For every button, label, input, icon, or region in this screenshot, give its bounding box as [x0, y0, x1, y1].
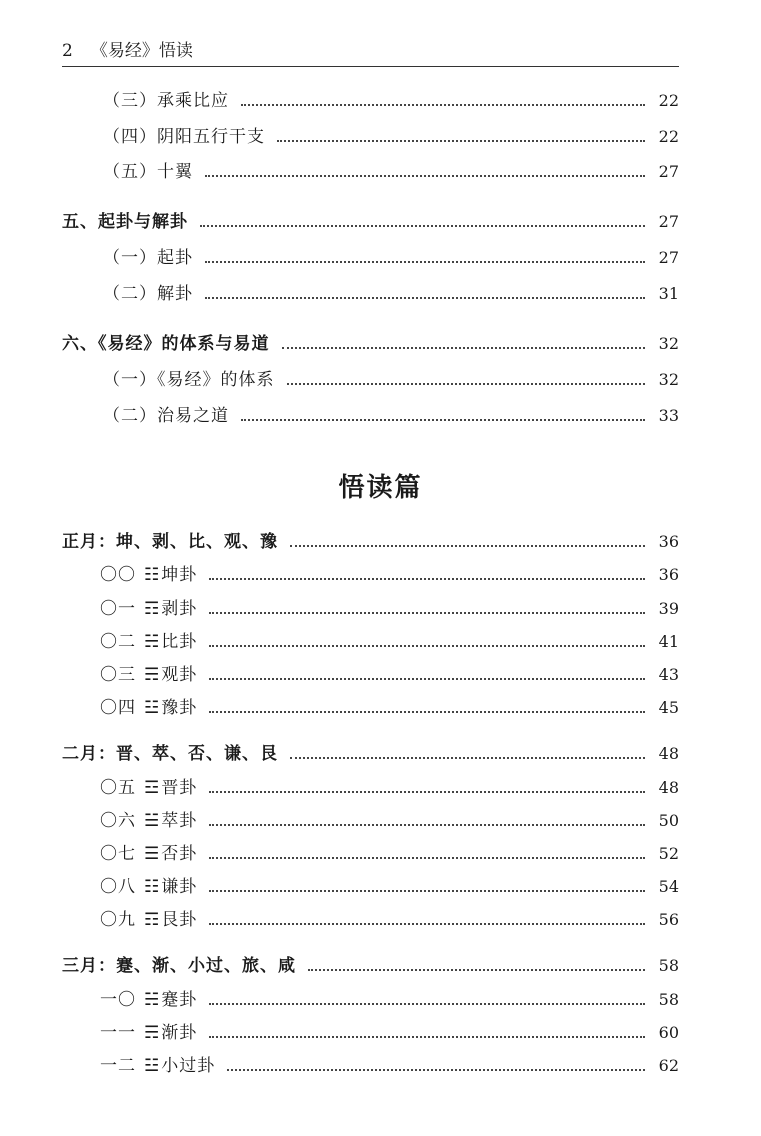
leader-dots [209, 711, 645, 713]
leader-dots [209, 645, 645, 647]
page-number: 2 [62, 41, 73, 61]
toc-entry[interactable]: （二）治易之道 33 [103, 406, 679, 426]
leader-dots [209, 824, 645, 826]
toc-entry[interactable]: （三）承乘比应 22 [103, 91, 679, 111]
leader-dots [200, 225, 645, 227]
section-title: 悟读篇 [338, 473, 423, 503]
trigram-icon: ☷ [144, 565, 160, 585]
toc-entry[interactable]: 一〇 ☵ 蹇卦 58 [100, 990, 679, 1010]
toc-chapter[interactable]: 正月：坤、剥、比、观、豫 36 [62, 532, 679, 552]
toc-entry[interactable]: 〇二 ☵ 比卦 41 [100, 632, 679, 652]
trigram-icon: ☱ [144, 811, 160, 831]
toc-chapter[interactable]: 五、起卦与解卦 27 [62, 212, 679, 232]
leader-dots [209, 1003, 645, 1005]
leader-dots [209, 923, 645, 925]
leader-dots [282, 347, 646, 349]
leader-dots [241, 104, 645, 106]
leader-dots [209, 678, 645, 680]
trigram-icon: ☵ [144, 632, 160, 652]
trigram-icon: ☴ [144, 1023, 160, 1043]
leader-dots [227, 1069, 645, 1071]
leader-dots [277, 140, 645, 142]
book-title: 《易经》悟读 [90, 41, 193, 61]
toc-entry[interactable]: 〇一 ☶ 剥卦 39 [100, 599, 679, 619]
leader-dots [290, 757, 645, 759]
leader-dots [205, 175, 645, 177]
toc-entry[interactable]: 〇〇 ☷ 坤卦 36 [100, 565, 679, 585]
leader-dots [205, 297, 645, 299]
toc-entry[interactable]: 〇八 ☷ 谦卦 54 [100, 877, 679, 897]
toc-entry[interactable]: 〇四 ☳ 豫卦 45 [100, 698, 679, 718]
leader-dots [209, 857, 645, 859]
trigram-icon: ☰ [144, 844, 160, 864]
trigram-icon: ☶ [144, 910, 160, 930]
toc-entry[interactable]: （一）起卦 27 [103, 248, 679, 268]
leader-dots [209, 612, 645, 614]
toc-chapter[interactable]: 三月：蹇、渐、小过、旅、咸 58 [62, 956, 679, 976]
trigram-icon: ☲ [144, 778, 160, 798]
toc-entry[interactable]: （五）十翼 27 [103, 162, 679, 182]
toc-entry[interactable]: 〇六 ☱ 萃卦 50 [100, 811, 679, 831]
leader-dots [287, 383, 646, 385]
leader-dots [205, 261, 645, 263]
trigram-icon: ☵ [144, 990, 160, 1010]
leader-dots [290, 545, 645, 547]
trigram-icon: ☳ [144, 1056, 160, 1076]
toc-entry[interactable]: （一）《易经》的体系 32 [103, 370, 679, 390]
toc-entry[interactable]: 〇三 ☴ 观卦 43 [100, 665, 679, 685]
leader-dots [241, 419, 645, 421]
toc-chapter[interactable]: 六、《易经》的体系与易道 32 [62, 334, 679, 354]
toc-chapter[interactable]: 二月：晋、萃、否、谦、艮 48 [62, 744, 679, 764]
leader-dots [209, 578, 645, 580]
toc-entry[interactable]: 一一 ☴ 渐卦 60 [100, 1023, 679, 1043]
toc-entry[interactable]: （二）解卦 31 [103, 284, 679, 304]
toc-entry[interactable]: 〇七 ☰ 否卦 52 [100, 844, 679, 864]
trigram-icon: ☴ [144, 665, 160, 685]
toc-entry[interactable]: 〇五 ☲ 晋卦 48 [100, 778, 679, 798]
trigram-icon: ☷ [144, 877, 160, 897]
running-header [62, 40, 679, 67]
leader-dots [209, 890, 645, 892]
toc-entry[interactable]: （四）阴阳五行干支 22 [103, 127, 679, 147]
toc-entry[interactable]: 一二 ☳ 小过卦 62 [100, 1056, 679, 1076]
toc-entry[interactable]: 〇九 ☶ 艮卦 56 [100, 910, 679, 930]
leader-dots [209, 1036, 645, 1038]
leader-dots [209, 791, 645, 793]
trigram-icon: ☶ [144, 599, 160, 619]
trigram-icon: ☳ [144, 698, 160, 718]
leader-dots [308, 969, 645, 971]
